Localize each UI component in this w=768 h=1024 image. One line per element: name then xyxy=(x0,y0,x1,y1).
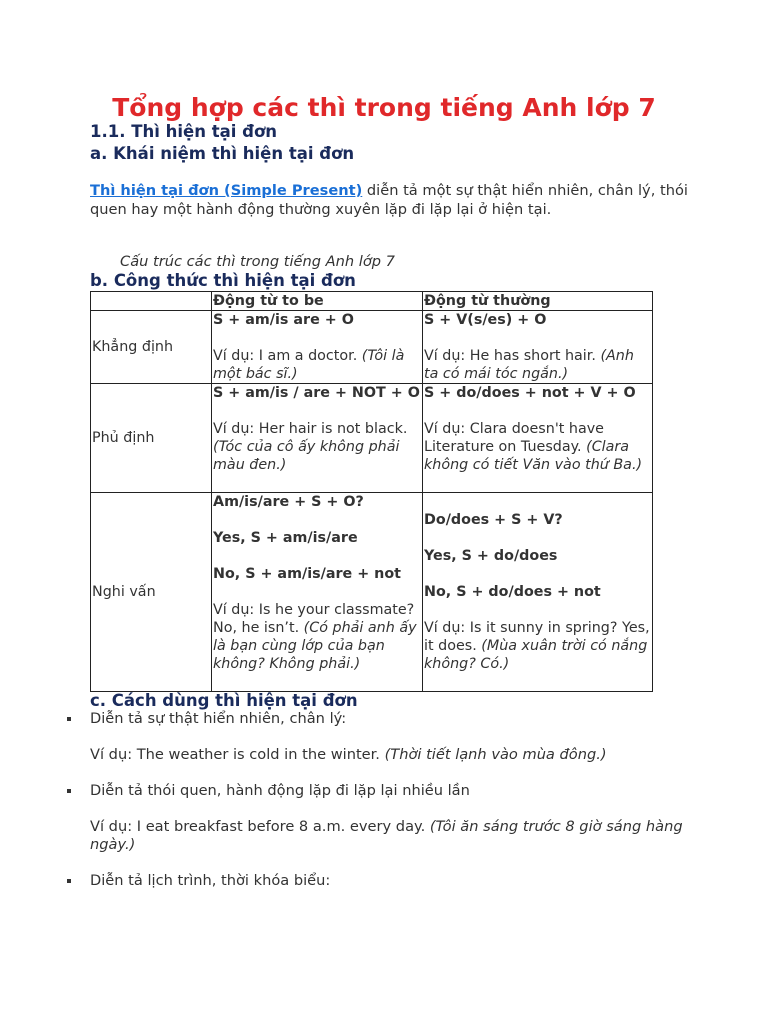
section-heading-1-1: 1.1. Thì hiện tại đơn xyxy=(90,122,278,141)
bullet-icon xyxy=(67,717,71,721)
section-heading-c: c. Cách dùng thì hiện tại đơn xyxy=(90,691,358,710)
page-title: Tổng hợp các thì trong tiếng Anh lớp 7 xyxy=(112,93,656,122)
row-label-question: Nghi vấn xyxy=(91,493,212,692)
cell-affirmative-regular-verb xyxy=(423,311,653,384)
cell-negative-to-be xyxy=(212,384,423,493)
example: Ví dụ: Is it sunny in spring? Yes, it does. (Mùa xuân trời có nắng không? Có.) xyxy=(424,620,650,672)
intro-text: diễn tả một sự thật hiển nhiên, chân lý, thói quen hay một hành động thường xuyên lặp đi lặp lại ở hiện tại. xyxy=(90,182,688,218)
formula: S + do/does + not + V + O xyxy=(424,385,636,401)
header-cell-to-be: Động từ to be xyxy=(212,292,423,311)
section-heading-b: b. Công thức thì hiện tại đơn xyxy=(90,271,356,290)
question-formula: Do/does + S + V? xyxy=(424,512,563,528)
example: Ví dụ: The weather is cold in the winter. (Thời tiết lạnh vào mùa đông.) xyxy=(90,746,607,763)
no-formula: No, S + do/does + not xyxy=(424,584,601,600)
cell-question-regular-verb xyxy=(423,493,653,692)
row-label-affirmative: Khẳng định xyxy=(91,311,212,384)
image-caption: Cấu trúc các thì trong tiếng Anh lớp 7 xyxy=(120,253,395,270)
usage-list xyxy=(62,710,702,890)
formula: S + V(s/es) + O xyxy=(424,312,547,328)
cell-affirmative-to-be xyxy=(212,311,423,384)
no-formula: No, S + am/is/are + not xyxy=(213,566,401,582)
example: Ví dụ: Clara doesn't have Literature on Tuesday. (Clara không có tiết Văn vào thứ Ba.) xyxy=(424,421,643,473)
formula: S + am/is / are + NOT + O xyxy=(213,385,420,401)
list-item: Diễn tả lịch trình, thời khóa biểu: xyxy=(62,872,702,890)
header-cell-regular-verb: Động từ thường xyxy=(423,292,653,311)
example: Ví dụ: Her hair is not black. (Tóc của cô ấy không phải màu đen.) xyxy=(213,421,408,473)
row-label-negative: Phủ định xyxy=(91,384,212,493)
header-cell-empty xyxy=(91,292,212,311)
question-formula: Am/is/are + S + O? xyxy=(213,494,364,510)
formula: S + am/is are + O xyxy=(213,312,354,328)
cell-question-to-be xyxy=(212,493,423,692)
formula-table xyxy=(90,291,653,692)
example: Ví dụ: I am a doctor. (Tôi là một bác sĩ.) xyxy=(213,348,405,382)
yes-formula: Yes, S + am/is/are xyxy=(213,530,358,546)
bullet-icon xyxy=(67,879,71,883)
list-item: Diễn tả thói quen, hành động lặp đi lặp lại nhiều lần Ví dụ: I eat breakfast before 8 a.m. every day. (Tôi ăn sáng trước 8 giờ sáng hàng ngày.) xyxy=(62,782,702,872)
yes-formula: Yes, S + do/does xyxy=(424,548,558,564)
example: Ví dụ: I eat breakfast before 8 a.m. every day. (Tôi ăn sáng trước 8 giờ sáng hàng ngày.) xyxy=(90,818,683,853)
table-row xyxy=(91,311,653,384)
bullet-icon xyxy=(67,789,71,793)
intro-paragraph xyxy=(90,181,690,219)
example: Ví dụ: Is he your classmate? No, he isn’t. (Có phải anh ấy là bạn cùng lớp của bạn không? Không phải.) xyxy=(213,602,417,672)
list-item: Diễn tả sự thật hiển nhiên, chân lý: Ví dụ: The weather is cold in the winter. (Thời tiết lạnh vào mùa đông.) xyxy=(62,710,702,782)
table-header-row xyxy=(91,292,653,311)
cell-negative-regular-verb xyxy=(423,384,653,493)
table-row xyxy=(91,384,653,493)
example: Ví dụ: He has short hair. (Anh ta có mái tóc ngắn.) xyxy=(424,348,634,382)
section-heading-a: a. Khái niệm thì hiện tại đơn xyxy=(90,144,355,163)
simple-present-link[interactable]: Thì hiện tại đơn (Simple Present) xyxy=(90,182,363,199)
table-row xyxy=(91,493,653,692)
